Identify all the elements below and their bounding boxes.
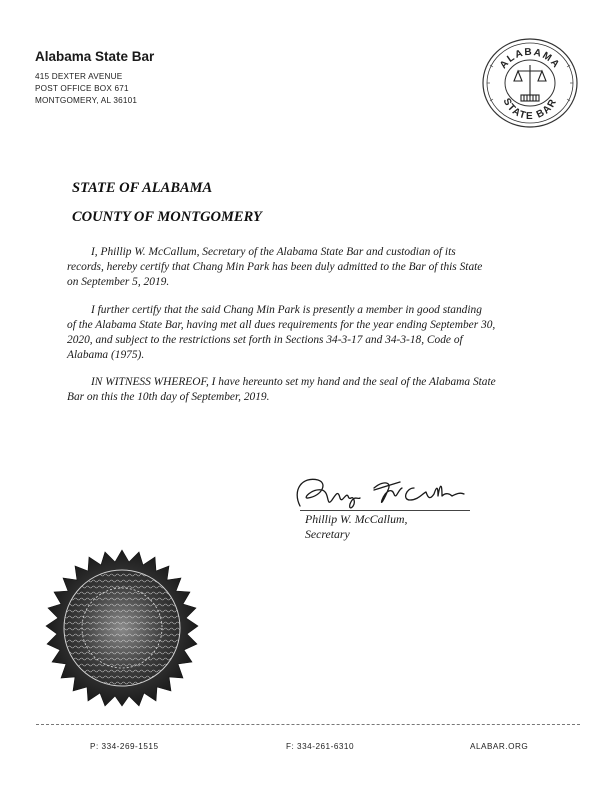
address-line-po-box: POST OFFICE BOX 671 (35, 84, 129, 93)
signatory-name: Phillip W. McCallum, (305, 512, 408, 526)
paragraph-line: IN WITNESS WHEREOF, I have hereunto set my hand and the seal of the Alabama State (91, 376, 496, 388)
paragraph-line: records, hereby certify that Chang Min Park has been duly admitted to the Bar of this State (67, 261, 483, 273)
admission-paragraph (67, 245, 567, 290)
paragraph-line: on September 5, 2019. (67, 276, 170, 288)
paragraph-line: I, Phillip W. McCallum, Secretary of the Alabama State Bar and custodian of its (91, 246, 456, 258)
footer-phone: P: 334-269-1515 (90, 742, 159, 751)
organization-name: Alabama State Bar (35, 49, 155, 64)
address-line-city: MONTGOMERY, AL 36101 (35, 96, 138, 105)
scales-of-justice-icon (514, 65, 546, 101)
state-bar-seal-logo (480, 37, 580, 129)
embossed-seal-icon (38, 548, 206, 708)
good-standing-paragraph (67, 303, 567, 363)
signatory-title: Secretary (305, 527, 350, 541)
state-heading: STATE OF ALABAMA (72, 180, 213, 196)
seal-bottom-text: STATE BAR (500, 96, 560, 123)
address-line-street: 415 DEXTER AVENUE (35, 72, 123, 81)
paragraph-line: Alabama (1975). (67, 349, 145, 361)
county-heading: COUNTY OF MONTGOMERY (72, 209, 262, 225)
signature-line (300, 510, 470, 511)
paragraph-line: I further certify that the said Chang Min Park is presently a member in good standing (91, 304, 482, 316)
paragraph-line: 2020, and subject to the restrictions set forth in Sections 34-3-17 and 34-3-18, Code of (67, 334, 463, 346)
paragraph-line: of the Alabama State Bar, having met all dues requirements for the year ending September 30, (67, 319, 496, 331)
footer-website: ALABAR.ORG (470, 742, 529, 751)
seal-top-text: ALABAMA (498, 46, 562, 72)
footer-fax: F: 334-261-6310 (286, 742, 355, 751)
footer-divider (36, 724, 580, 725)
witness-paragraph (67, 375, 567, 405)
paragraph-line: Bar on this the 10th day of September, 2019. (67, 391, 270, 403)
